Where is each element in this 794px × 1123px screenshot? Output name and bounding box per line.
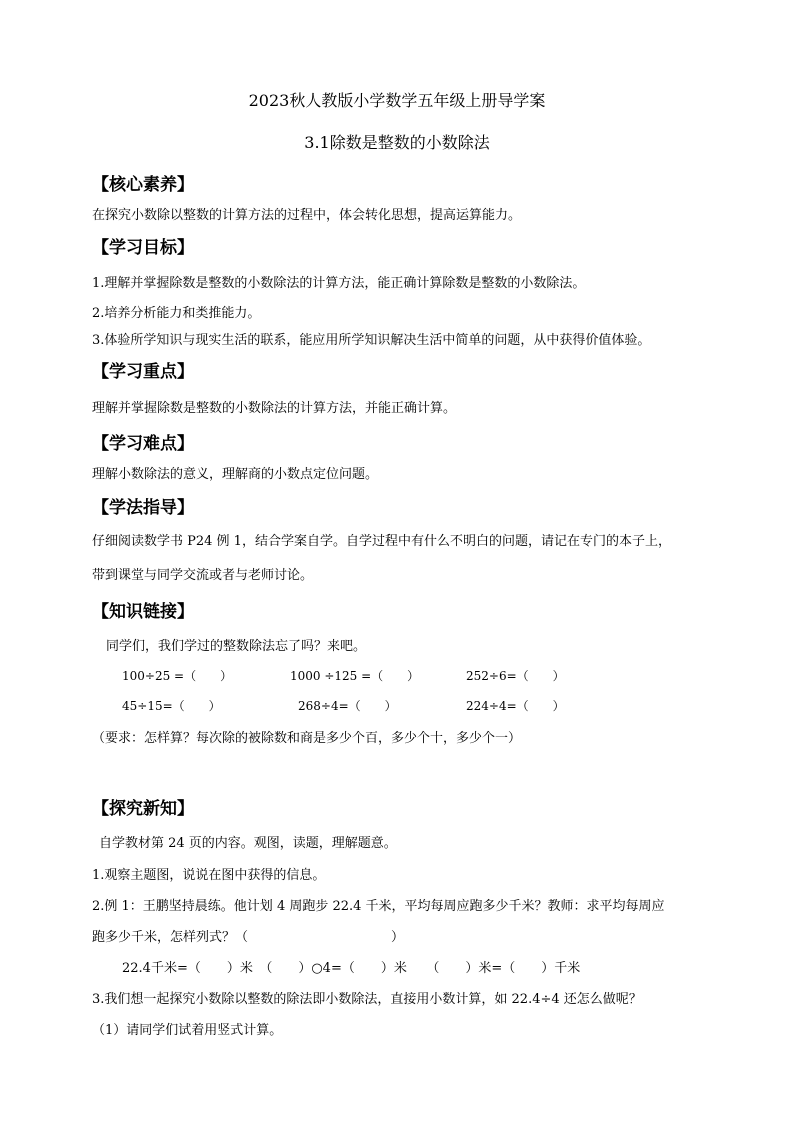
goal-item-1: 1.理解并掌握除数是整数的小数除法的计算方法，能正确计算除数是整数的小数除法。	[92, 276, 586, 291]
calc-item: 252÷6=（ ）	[466, 669, 565, 683]
core-text: 在探究小数除以整数的计算方法的过程中，体会转化思想，提高运算能力。	[92, 208, 522, 223]
calc-item: 1000 ÷125 =（ ）	[290, 669, 420, 683]
calc-item: 268÷4=（ ）	[298, 699, 397, 713]
link-intro: 同学们，我们学过的整数除法忘了吗？来吧。	[106, 639, 367, 654]
section-heading-link: 【知识链接】	[92, 602, 194, 622]
section-heading-goals: 【学习目标】	[92, 238, 194, 258]
explore-intro: 自学教材第 24 页的内容。观图，读题，理解题意。	[99, 836, 397, 851]
section-heading-explore: 【探究新知】	[92, 799, 194, 819]
section-heading-core: 【核心素养】	[92, 175, 194, 195]
key-text: 理解并掌握除数是整数的小数除法的计算方法，并能正确计算。	[92, 401, 457, 416]
question-2-line-1: 2.例 1：王鹏坚持晨练。他计划 4 周跑步 22.4 千米，平均每周应跑多少千米？教师：求平均每周应	[92, 899, 665, 914]
calc-item: 100÷25 =（ ）	[122, 669, 233, 683]
question-3: 3.我们想一起探究小数除以整数的除法即小数除法，直接用小数计算，如 22.4÷4 还怎么做呢？	[92, 992, 642, 1007]
difficult-text: 理解小数除法的意义，理解商的小数点定位问题。	[92, 467, 379, 482]
question-1: 1.观察主题图，说说在图中获得的信息。	[92, 868, 326, 883]
goal-item-3: 3.体验所学知识与现实生活的联系，能应用所学知识解决生活中简单的问题，从中获得价值体验。	[92, 333, 651, 348]
calc-item: 224÷4=（ ）	[466, 699, 565, 713]
page-title: 2023秋人教版小学数学五年级上册导学案	[248, 91, 546, 110]
link-note: （要求：怎样算？每次除的被除数和商是多少个百，多少个十，多少个一）	[92, 731, 522, 746]
section-heading-method: 【学法指导】	[92, 498, 194, 518]
calc-item: 45÷15=（ ）	[122, 699, 221, 713]
unit-equation: 22.4千米=（ ）米 （ ）○4=（ ）米 （ ）米=（ ）千米	[122, 961, 581, 976]
question-2-line-2: 跑多少千米，怎样列式？（ ）	[92, 930, 405, 945]
method-line-1: 仔细阅读数学书 P24 例 1，结合学案自学。自学过程中有什么不明白的问题，请记在专门的本子上，	[92, 534, 671, 549]
method-line-2: 带到课堂与同学交流或者与老师讨论。	[92, 568, 314, 583]
page-subtitle: 3.1除数是整数的小数除法	[304, 133, 490, 152]
goal-item-2: 2.培养分析能力和类推能力。	[92, 306, 261, 321]
section-heading-difficult: 【学习难点】	[92, 434, 194, 454]
question-3-sub: （1）请同学们试着用竖式计算。	[92, 1023, 283, 1038]
section-heading-key: 【学习重点】	[92, 362, 194, 382]
